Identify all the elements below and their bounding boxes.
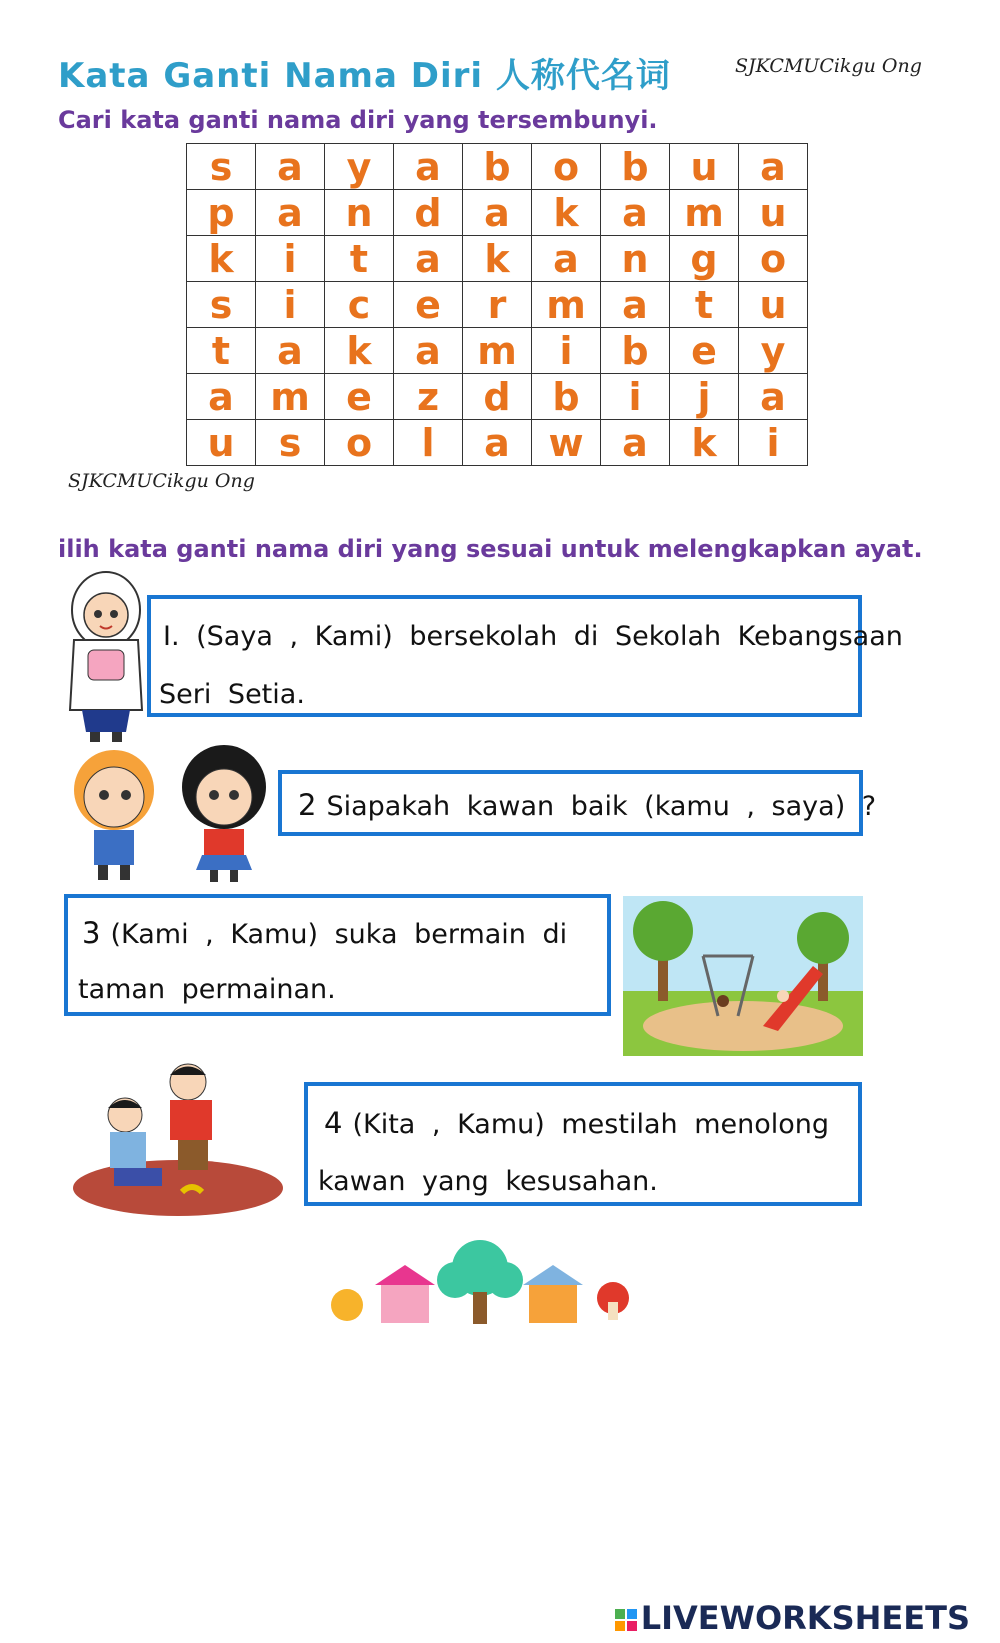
grid-cell[interactable]: i <box>739 420 808 466</box>
grid-cell[interactable]: u <box>670 144 739 190</box>
page-title: Kata Ganti Nama Diri 人称代名词 <box>58 56 671 96</box>
instruction-fill: ilih kata ganti nama diri yang sesuai untuk melengkapkan ayat. <box>58 535 923 563</box>
liveworksheets-icon <box>615 1609 637 1631</box>
grid-cell[interactable]: u <box>187 420 256 466</box>
question-3-line1 <box>82 916 567 950</box>
word-search-grid <box>186 143 808 466</box>
grid-row <box>187 236 808 282</box>
grid-cell[interactable]: b <box>601 144 670 190</box>
grid-row <box>187 328 808 374</box>
helping-friend-illustration <box>70 1060 285 1220</box>
grid-cell[interactable]: k <box>532 190 601 236</box>
grid-cell[interactable]: s <box>187 282 256 328</box>
grid-cell[interactable]: s <box>187 144 256 190</box>
question-2-number: 2 <box>298 788 317 822</box>
question-4-box <box>304 1082 862 1206</box>
grid-cell[interactable]: k <box>463 236 532 282</box>
grid-cell[interactable]: i <box>532 328 601 374</box>
grid-cell[interactable]: i <box>256 236 325 282</box>
grid-cell[interactable]: e <box>670 328 739 374</box>
question-4-number: 4 <box>324 1106 343 1140</box>
question-2-line1 <box>298 788 876 822</box>
grid-cell[interactable]: r <box>463 282 532 328</box>
question-1-line2: Seri Setia. <box>159 679 305 710</box>
grid-cell[interactable]: u <box>739 282 808 328</box>
grid-cell[interactable]: m <box>463 328 532 374</box>
grid-cell[interactable]: o <box>325 420 394 466</box>
grid-cell[interactable]: d <box>394 190 463 236</box>
grid-cell[interactable]: e <box>394 282 463 328</box>
grid-cell[interactable]: t <box>187 328 256 374</box>
grid-cell[interactable]: i <box>601 374 670 420</box>
grid-cell[interactable]: j <box>670 374 739 420</box>
two-kids-illustration <box>66 745 276 885</box>
question-4-line1 <box>324 1106 829 1140</box>
grid-cell[interactable]: z <box>394 374 463 420</box>
grid-cell[interactable]: a <box>463 190 532 236</box>
grid-cell[interactable]: s <box>256 420 325 466</box>
grid-cell[interactable]: y <box>739 328 808 374</box>
grid-cell[interactable]: a <box>394 144 463 190</box>
grid-cell[interactable]: n <box>601 236 670 282</box>
grid-cell[interactable]: u <box>739 190 808 236</box>
grid-cell[interactable]: a <box>739 144 808 190</box>
grid-cell[interactable]: k <box>325 328 394 374</box>
grid-row <box>187 190 808 236</box>
grid-cell[interactable]: a <box>256 328 325 374</box>
grid-cell[interactable]: b <box>463 144 532 190</box>
grid-cell[interactable]: t <box>670 282 739 328</box>
credit-top: SJKCMUCikgu Ong <box>735 55 922 77</box>
grid-cell[interactable]: n <box>325 190 394 236</box>
grid-cell[interactable]: d <box>463 374 532 420</box>
grid-cell[interactable]: a <box>256 190 325 236</box>
grid-row <box>187 420 808 466</box>
girl-hijab-illustration <box>66 570 146 745</box>
grid-cell[interactable]: a <box>187 374 256 420</box>
question-4-text: (Kita , Kamu) mestilah menolong <box>352 1109 830 1140</box>
grid-cell[interactable]: m <box>532 282 601 328</box>
decorative-houses-tree <box>325 1240 645 1335</box>
question-3-box <box>64 894 611 1016</box>
grid-row <box>187 144 808 190</box>
grid-row <box>187 282 808 328</box>
grid-cell[interactable]: b <box>601 328 670 374</box>
grid-cell[interactable]: a <box>256 144 325 190</box>
grid-cell[interactable]: k <box>187 236 256 282</box>
question-2-box <box>278 770 877 836</box>
grid-cell[interactable]: a <box>394 236 463 282</box>
grid-cell[interactable]: a <box>463 420 532 466</box>
playground-illustration <box>623 896 863 1056</box>
grid-cell[interactable]: l <box>394 420 463 466</box>
liveworksheets-text: LIVEWORKSHEETS <box>640 1599 970 1637</box>
question-1-box <box>147 595 903 717</box>
grid-cell[interactable]: m <box>256 374 325 420</box>
grid-cell[interactable]: c <box>325 282 394 328</box>
question-1-line1: I. (Saya , Kami) bersekolah di Sekolah Kebangsaan <box>163 621 903 652</box>
grid-row <box>187 374 808 420</box>
grid-cell[interactable]: p <box>187 190 256 236</box>
question-3-line2: taman permainan. <box>78 974 336 1005</box>
grid-cell[interactable]: k <box>670 420 739 466</box>
grid-cell[interactable]: e <box>325 374 394 420</box>
liveworksheets-logo <box>615 1599 970 1637</box>
grid-cell[interactable]: b <box>532 374 601 420</box>
credit-bottom: SJKCMUCikgu Ong <box>68 470 255 492</box>
grid-cell[interactable]: a <box>739 374 808 420</box>
grid-cell[interactable]: g <box>670 236 739 282</box>
question-2-text: Siapakah kawan baik (kamu , saya) ? <box>326 791 877 822</box>
grid-cell[interactable]: w <box>532 420 601 466</box>
grid-cell[interactable]: o <box>532 144 601 190</box>
grid-cell[interactable]: y <box>325 144 394 190</box>
grid-cell[interactable]: a <box>601 190 670 236</box>
instruction-wordsearch: Cari kata ganti nama diri yang tersembunyi. <box>58 106 658 134</box>
question-4-line2: kawan yang kesusahan. <box>318 1166 658 1197</box>
grid-cell[interactable]: m <box>670 190 739 236</box>
grid-cell[interactable]: t <box>325 236 394 282</box>
grid-cell[interactable]: a <box>394 328 463 374</box>
grid-cell[interactable]: i <box>256 282 325 328</box>
grid-cell[interactable]: a <box>532 236 601 282</box>
question-3-number: 3 <box>82 916 101 950</box>
grid-cell[interactable]: a <box>601 282 670 328</box>
grid-cell[interactable]: a <box>601 420 670 466</box>
question-3-text: (Kami , Kamu) suka bermain di <box>110 919 568 950</box>
grid-cell[interactable]: o <box>739 236 808 282</box>
